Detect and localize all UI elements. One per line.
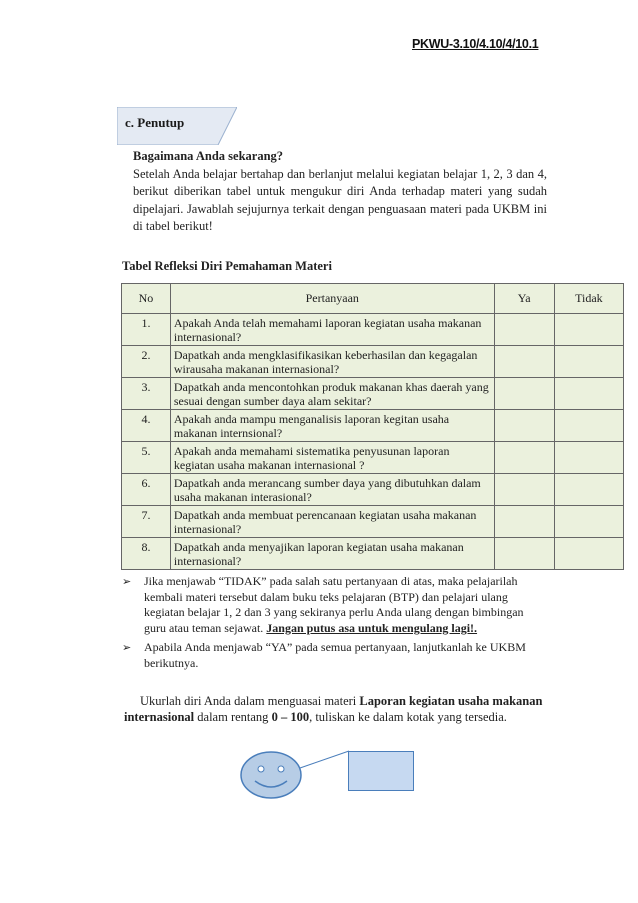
no-answer-cell[interactable] xyxy=(554,442,623,474)
row-question: Dapatkah anda menyajikan laporan kegiatan usaha makanan internasional? xyxy=(170,538,494,570)
no-answer-cell[interactable] xyxy=(554,506,623,538)
no-answer-cell[interactable] xyxy=(554,538,623,570)
row-question: Dapatkah anda mencontohkan produk makanan khas daerah yang sesuai dengan sumber daya alam sekitar? xyxy=(170,378,494,410)
instruction-item xyxy=(122,640,542,671)
row-number: 8. xyxy=(122,538,171,570)
closing-text-part2: dalam rentang xyxy=(194,710,272,724)
yes-answer-cell[interactable] xyxy=(494,314,554,346)
row-number: 4. xyxy=(122,410,171,442)
intro-title: Bagaimana Anda sekarang? xyxy=(133,149,284,163)
instruction-item xyxy=(122,574,542,636)
no-answer-cell[interactable] xyxy=(554,314,623,346)
row-question: Dapatkah anda mengklasifikasikan keberhasilan dan kegagalan wirausaha makanan internasional? xyxy=(170,346,494,378)
table-row xyxy=(122,410,624,442)
header-no-answer: Tidak xyxy=(554,284,623,314)
table-row xyxy=(122,346,624,378)
instruction-text: Apabila Anda menjawab “YA” pada semua pertanyaan, lanjutkanlah ke UKBM berikutnya. xyxy=(144,640,526,670)
no-answer-cell[interactable] xyxy=(554,474,623,506)
table-row xyxy=(122,314,624,346)
arrow-bullet-icon: ➢ xyxy=(122,575,132,588)
row-number: 1. xyxy=(122,314,171,346)
section-tab xyxy=(117,107,237,145)
header-question: Pertanyaan xyxy=(170,284,494,314)
closing-text-part3: , tuliskan ke dalam kotak yang tersedia. xyxy=(309,710,507,724)
row-question: Dapatkah anda membuat perencanaan kegiatan usaha makanan internasional? xyxy=(170,506,494,538)
row-question: Apakah anda mampu menganalisis laporan kegitan usaha makanan internsional? xyxy=(170,410,494,442)
closing-paragraph xyxy=(124,693,544,725)
instruction-text: Jika menjawab “TIDAK” pada salah satu pertanyaan di atas, maka pelajarilah kembali materi tersebut dalam buku teks pelajaran (BTP) dan pelajari ulang kegiatan belajar 1, 2 dan 3 yang sekiranya perlu Anda ulang dengan bimbingan guru atau teman sejawat. xyxy=(144,574,524,635)
table-row xyxy=(122,506,624,538)
no-answer-cell[interactable] xyxy=(554,410,623,442)
instruction-list xyxy=(122,574,542,675)
table-row xyxy=(122,474,624,506)
score-range: 0 – 100 xyxy=(271,710,310,724)
row-number: 3. xyxy=(122,378,171,410)
no-answer-cell[interactable] xyxy=(554,378,623,410)
no-answer-cell[interactable] xyxy=(554,346,623,378)
row-question: Apakah anda memahami sistematika penyusunan laporan kegiatan usaha makanan internasional ? xyxy=(170,442,494,474)
yes-answer-cell[interactable] xyxy=(494,442,554,474)
closing-topic: Laporan kegiatan usaha makanan internasional xyxy=(124,694,543,724)
table-row xyxy=(122,442,624,474)
intro-body: Setelah Anda belajar bertahap dan berlanjut melalui kegiatan belajar 1, 2, 3 dan 4, berikut diberikan tabel untuk mengukur diri Anda terhadap materi yang sudah dipelajari. Jawablah sejujurnya terkait dengan penguasaan materi pada UKBM ini di tabel berikut! xyxy=(133,166,547,233)
yes-answer-cell[interactable] xyxy=(494,410,554,442)
row-number: 7. xyxy=(122,506,171,538)
closing-text-part1: Ukurlah diri Anda dalam menguasai materi xyxy=(140,694,360,708)
header-yes: Ya xyxy=(494,284,554,314)
row-number: 5. xyxy=(122,442,171,474)
yes-answer-cell[interactable] xyxy=(494,538,554,570)
row-question: Dapatkah anda merancang sumber daya yang dibutuhkan dalam usaha makanan interasional? xyxy=(170,474,494,506)
section-tab-label: c. Penutup xyxy=(125,115,185,130)
yes-answer-cell[interactable] xyxy=(494,506,554,538)
row-number: 6. xyxy=(122,474,171,506)
header-no: No xyxy=(122,284,171,314)
smiley-face-icon xyxy=(238,748,358,808)
yes-answer-cell[interactable] xyxy=(494,474,554,506)
row-number: 2. xyxy=(122,346,171,378)
yes-answer-cell[interactable] xyxy=(494,378,554,410)
table-title: Tabel Refleksi Diri Pemahaman Materi xyxy=(122,259,332,273)
reflection-table xyxy=(121,283,624,570)
table-row xyxy=(122,538,624,570)
yes-answer-cell[interactable] xyxy=(494,346,554,378)
table-header-row xyxy=(122,284,624,314)
score-input-box[interactable] xyxy=(348,751,414,791)
instruction-emphasis: Jangan putus asa untuk mengulang lagi!. xyxy=(266,620,478,635)
row-question: Apakah Anda telah memahami laporan kegiatan usaha makanan internasional? xyxy=(170,314,494,346)
document-code: PKWU-3.10/4.10/4/10.1 xyxy=(412,37,539,51)
intro-block xyxy=(133,148,547,236)
table-row xyxy=(122,378,624,410)
arrow-bullet-icon: ➢ xyxy=(122,641,132,654)
